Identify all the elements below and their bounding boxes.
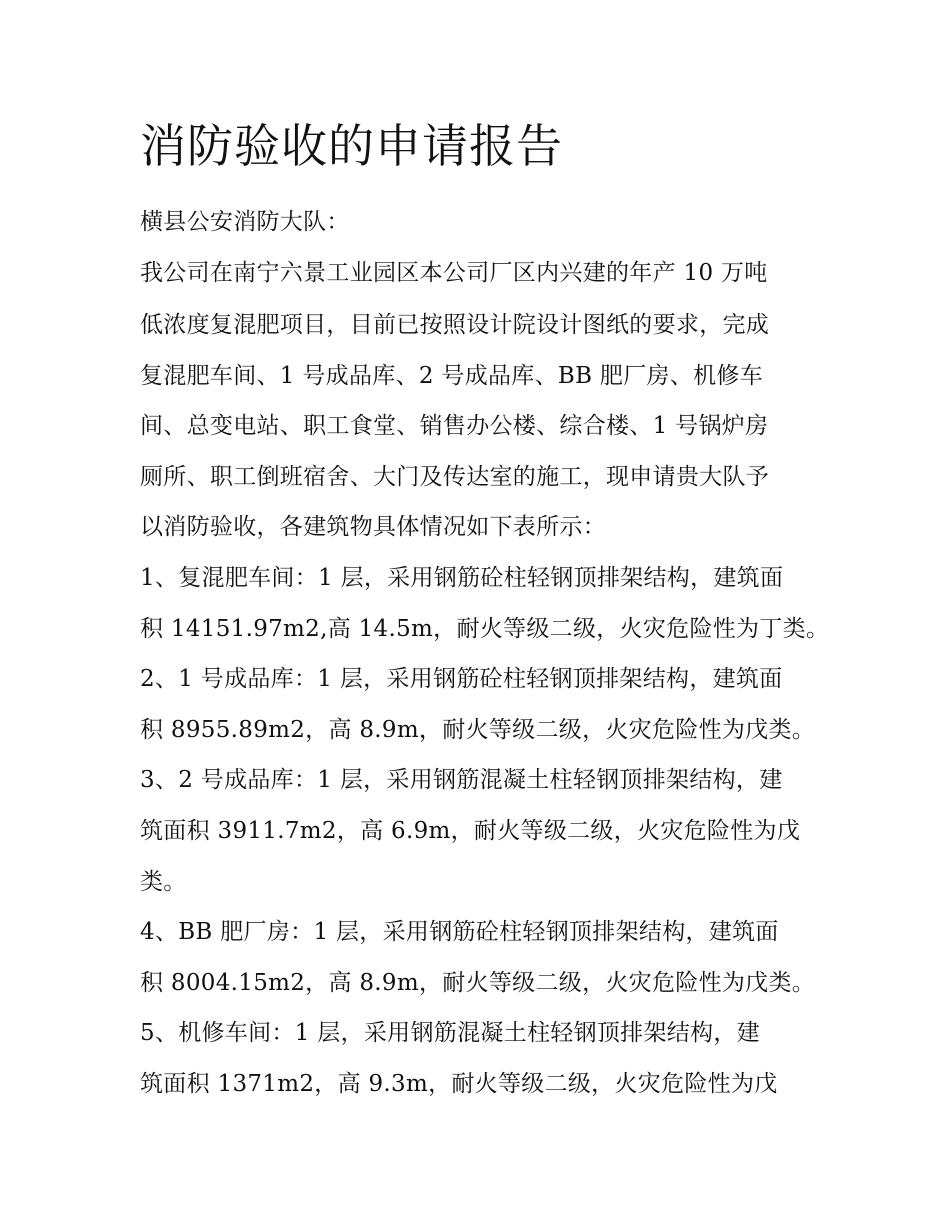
building-item-line: 5、机修车间：1 层，采用钢筋混凝土柱轻钢顶排架结构，建 [140, 1020, 760, 1046]
building-item-line: 2、1 号成品库：1 层，采用钢筋砼柱轻钢顶排架结构，建筑面 [140, 666, 783, 692]
body-line: 间、总变电站、职工食堂、销售办公楼、综合楼、1 号锅炉房 [140, 413, 769, 439]
building-item-line: 3、2 号成品库：1 层，采用钢筋混凝土柱轻钢顶排架结构，建 [140, 767, 783, 793]
building-item-line: 筑面积 1371m2，高 9.3m，耐火等级二级，火灾危险性为戊 [140, 1071, 778, 1097]
addressee-line: 横县公安消防大队： [140, 209, 350, 235]
body-line: 我公司在南宁六景工业园区本公司厂区内兴建的年产 10 万吨 [140, 260, 768, 286]
page-title: 消防验收的申请报告 [140, 119, 563, 173]
building-item-line: 积 8955.89m2，高 8.9m，耐火等级二级，火灾危险性为戊类。 [140, 717, 816, 743]
body-line: 厕所、职工倒班宿舍、大门及传达室的施工，现申请贵大队予 [140, 464, 770, 490]
body-line: 低浓度复混肥项目，目前已按照设计院设计图纸的要求，完成 [140, 312, 770, 338]
building-item-line: 积 8004.15m2，高 8.9m，耐火等级二级，火灾危险性为戊类。 [140, 970, 816, 996]
body-line: 复混肥车间、1 号成品库、2 号成品库、BB 肥厂房、机修车 [140, 363, 764, 389]
building-item-line: 筑面积 3911.7m2，高 6.9m，耐火等级二级，火灾危险性为戊 [140, 818, 801, 844]
body-line: 以消防验收，各建筑物具体情况如下表所示： [140, 514, 606, 540]
building-item-line: 4、BB 肥厂房：1 层，采用钢筋砼柱轻钢顶排架结构，建筑面 [140, 919, 779, 945]
building-item-line: 类。 [140, 869, 187, 895]
building-item-line: 积 14151.97m2,高 14.5m，耐火等级二级，火灾危险性为丁类。 [140, 616, 830, 642]
building-item-line: 1、复混肥车间：1 层，采用钢筋砼柱轻钢顶排架结构，建筑面 [140, 565, 784, 591]
